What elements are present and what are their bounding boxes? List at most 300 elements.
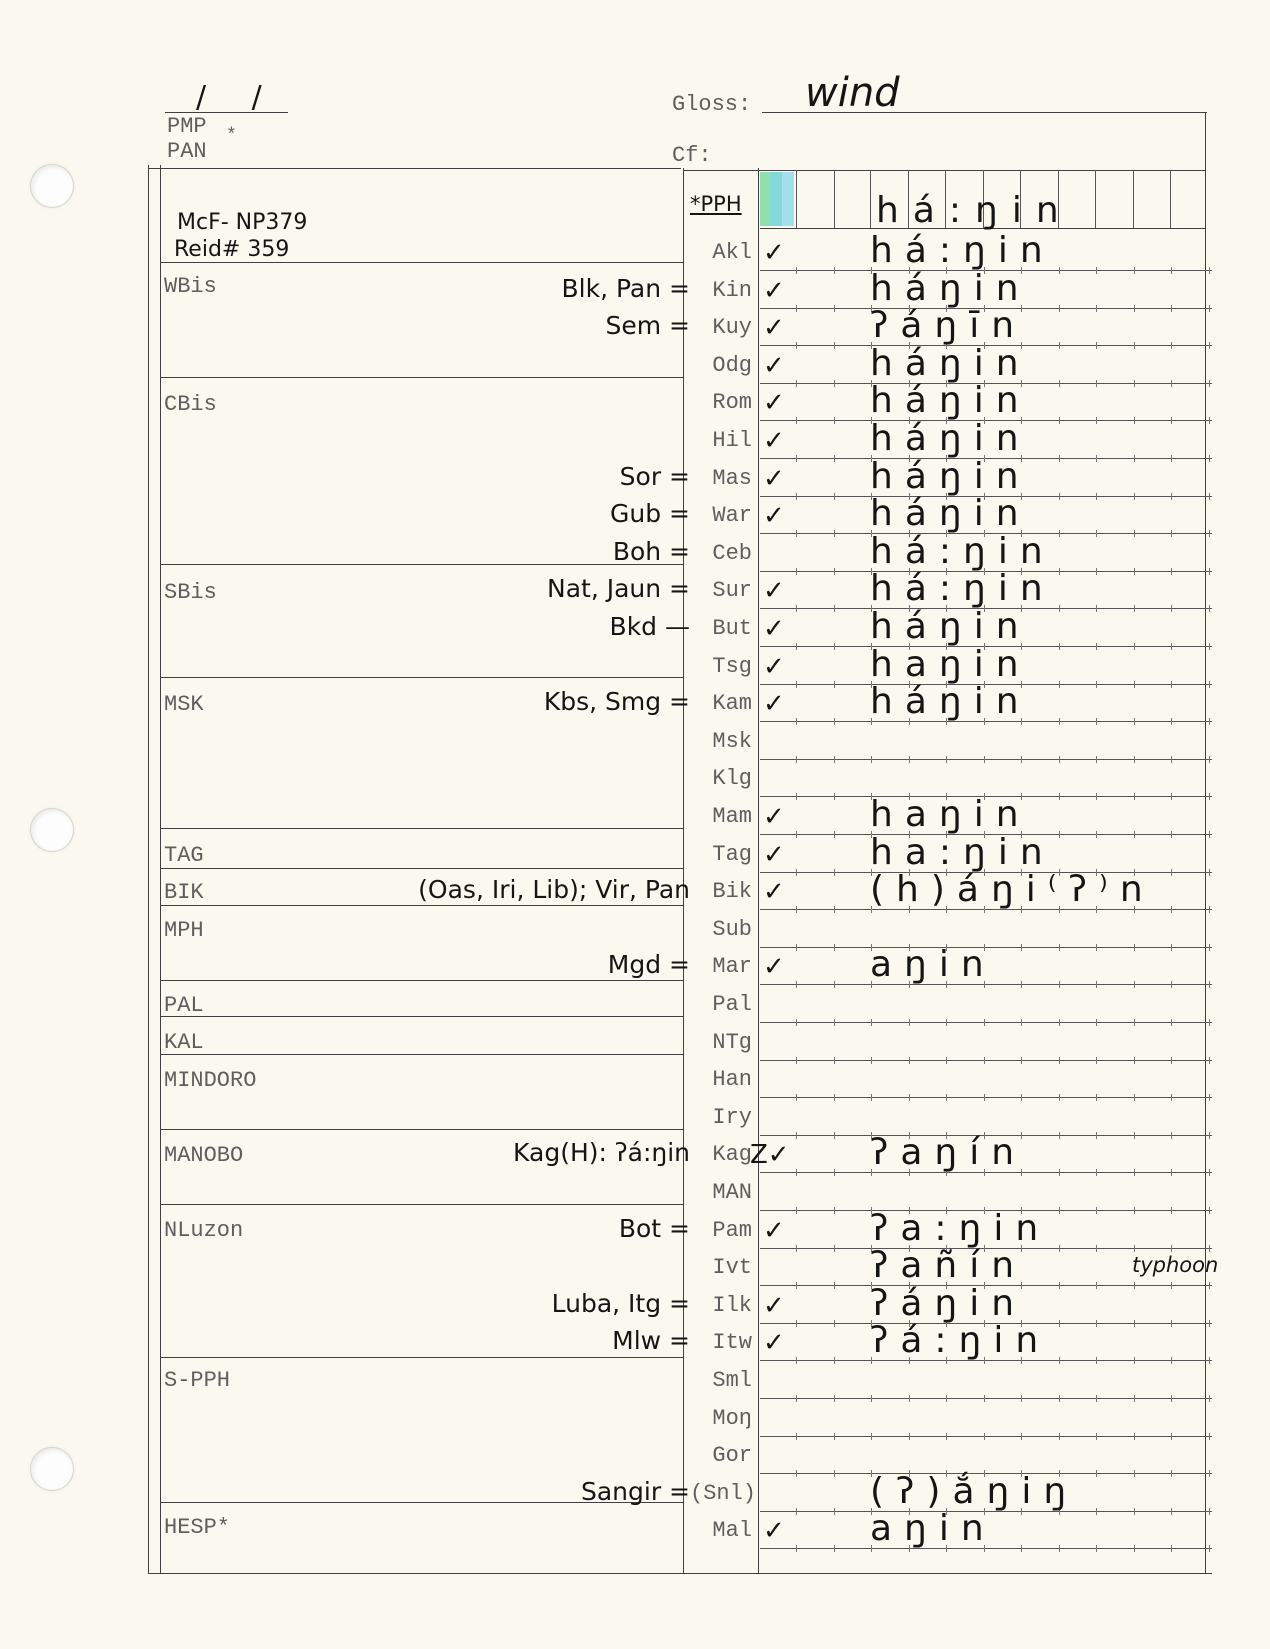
row-tick: [834, 267, 835, 274]
equivalent-note: Sangir =: [580, 1476, 690, 1506]
reconstructed-form: há:ŋin: [870, 530, 1055, 572]
row-tick: [1209, 1357, 1210, 1364]
row-tick: [834, 869, 835, 876]
row-tick: [1134, 981, 1135, 988]
frame-middle: [683, 168, 684, 1573]
row-tick: [796, 1470, 797, 1477]
row-tick: [1209, 342, 1210, 349]
section-divider: [160, 377, 683, 378]
row-tick: [1171, 1094, 1172, 1101]
check-mark: ✓: [763, 426, 785, 456]
row-tick: [834, 1320, 835, 1327]
row-tick: [796, 1094, 797, 1101]
check-mark: ✓: [763, 1215, 785, 1246]
row-tick: [871, 1057, 872, 1064]
row-tick: [796, 718, 797, 725]
row-tick: [1134, 643, 1135, 650]
row-tick: [871, 1019, 872, 1026]
row-tick: [834, 1132, 835, 1139]
row-tick: [1134, 1245, 1135, 1252]
row-tick: [1096, 1545, 1097, 1552]
row-tick: [1059, 793, 1060, 800]
row-tick: [1059, 1057, 1060, 1064]
row-tick: [1096, 1019, 1097, 1026]
row-tick: [1059, 455, 1060, 462]
row-tick: [1209, 1057, 1210, 1064]
row-tick: [834, 1282, 835, 1289]
cf-label: Cf:: [672, 143, 712, 168]
row-tick: [1209, 869, 1210, 876]
row-tick: [1096, 1169, 1097, 1176]
equivalent-note: Kag(H): ʔá:ŋin: [513, 1138, 690, 1168]
row-tick: [1134, 1094, 1135, 1101]
language-code: Pam: [712, 1217, 752, 1243]
language-code: Mam: [712, 804, 752, 829]
language-code: Ceb: [712, 540, 752, 566]
row-line: [760, 1022, 1212, 1023]
reconstructed-form: háŋin: [870, 681, 1031, 723]
row-tick: [1059, 944, 1060, 951]
row-tick: [1209, 1094, 1210, 1101]
reference-line-1: McF- NP379: [177, 210, 308, 235]
row-tick: [1021, 1019, 1022, 1026]
section-manobo: MANOBO: [164, 1143, 244, 1168]
language-code: Sur: [712, 578, 752, 604]
language-code: Sub: [712, 916, 752, 942]
row-tick: [1171, 1169, 1172, 1176]
row-tick: [984, 1395, 985, 1402]
section-mph: MPH: [164, 918, 204, 943]
row-tick: [946, 756, 947, 763]
check-mark: ✓: [763, 1516, 785, 1547]
header-slashes: / /: [196, 80, 280, 115]
language-code: Mal: [712, 1518, 752, 1544]
row-tick: [1021, 756, 1022, 763]
row-tick: [834, 681, 835, 688]
language-code: (Snl): [690, 1480, 757, 1506]
row-tick: [796, 1057, 797, 1064]
row-tick: [834, 1508, 835, 1515]
reconstructed-form: ʔáŋīn: [870, 305, 1027, 347]
row-tick: [1059, 1132, 1060, 1139]
reconstructed-form: ʔaŋín: [870, 1132, 1027, 1174]
row-tick: [1134, 1057, 1135, 1064]
row-tick: [1209, 756, 1210, 763]
row-tick: [1209, 1282, 1210, 1289]
section-divider: [160, 1016, 683, 1017]
row-tick: [984, 756, 985, 763]
check-mark: ✓: [763, 689, 785, 720]
row-tick: [1021, 1433, 1022, 1440]
language-code: Akl: [712, 240, 752, 265]
language-code: Tag: [712, 841, 752, 867]
section-mindoro: MINDORO: [164, 1068, 257, 1093]
row-tick: [1059, 1433, 1060, 1440]
reconstructed-form: aŋin: [870, 1508, 996, 1550]
check-mark: ✓: [763, 313, 785, 344]
row-tick: [1096, 1245, 1097, 1252]
grid-cell-line: [834, 170, 835, 228]
reconstructed-form: háŋin: [870, 455, 1031, 497]
row-tick: [1096, 493, 1097, 500]
reconstructed-form: háŋin: [870, 606, 1031, 647]
row-tick: [1171, 455, 1172, 462]
row-tick: [1134, 605, 1135, 612]
row-tick: [1209, 643, 1210, 650]
row-tick: [1059, 1207, 1060, 1214]
frame-top-right: [683, 170, 1205, 171]
row-tick: [1134, 1169, 1135, 1176]
row-tick: [1096, 1132, 1097, 1139]
row-tick: [1096, 380, 1097, 387]
reconstructed-form: háŋin: [870, 267, 1031, 309]
row-tick: [834, 831, 835, 838]
row-tick: [1171, 1282, 1172, 1289]
row-tick: [946, 1057, 947, 1064]
row-tick: [834, 1207, 835, 1214]
row-tick: [984, 1019, 985, 1026]
section-bik: BIK: [164, 880, 204, 905]
row-tick: [1209, 267, 1210, 274]
row-tick: [1134, 1545, 1135, 1552]
section-divider: [160, 1129, 683, 1130]
language-code: Msk: [712, 728, 752, 754]
language-code: Kuy: [712, 315, 752, 341]
gloss-note: typhoon: [1132, 1253, 1219, 1278]
row-tick: [946, 1094, 947, 1101]
row-tick: [1059, 267, 1060, 274]
language-code: Sml: [712, 1368, 752, 1393]
reconstructed-form: há:ŋin: [870, 568, 1055, 610]
frame-top: [148, 168, 681, 169]
row-tick: [909, 1057, 910, 1064]
section-hesp: HESP*: [164, 1515, 231, 1540]
row-tick: [1096, 1094, 1097, 1101]
section-kal: KAL: [164, 1030, 204, 1055]
row-tick: [946, 1395, 947, 1402]
language-code: Kin: [712, 277, 752, 303]
row-tick: [1096, 342, 1097, 349]
row-tick: [1096, 1320, 1097, 1327]
row-tick: [1171, 831, 1172, 838]
header-underline: [165, 112, 288, 113]
check-mark: ✓: [763, 952, 785, 983]
punch-hole: [30, 164, 74, 208]
row-tick: [1171, 305, 1172, 312]
row-tick: [1171, 681, 1172, 688]
row-tick: [1096, 1395, 1097, 1402]
row-tick: [1021, 1545, 1022, 1552]
row-tick: [1134, 380, 1135, 387]
row-tick: [796, 380, 797, 387]
row-tick: [1134, 1470, 1135, 1477]
row-tick: [1171, 1245, 1172, 1252]
row-tick: [1096, 530, 1097, 537]
row-tick: [1209, 1395, 1210, 1402]
row-tick: [1209, 1320, 1210, 1327]
language-code: Pal: [712, 992, 752, 1017]
language-code: War: [712, 503, 752, 529]
row-tick: [1171, 568, 1172, 575]
row-tick: [834, 1169, 835, 1176]
row-tick: [834, 1245, 835, 1252]
row-tick: [1059, 1169, 1060, 1176]
row-tick: [1209, 681, 1210, 688]
reconstructed-form: ha:ŋin: [870, 831, 1055, 873]
row-tick: [1096, 1057, 1097, 1064]
row-tick: [1171, 906, 1172, 913]
reconstructed-form: ʔáŋin: [870, 1282, 1027, 1324]
row-tick: [1059, 1282, 1060, 1289]
row-tick: [796, 869, 797, 876]
row-tick: [1209, 530, 1210, 537]
section-s-pph: S-PPH: [164, 1368, 231, 1393]
section-wbis: WBis: [164, 274, 217, 299]
grid-cell-line: [796, 170, 797, 228]
pmp-label: PMP: [167, 114, 207, 139]
row-tick: [1171, 342, 1172, 349]
row-tick: [1059, 643, 1060, 650]
row-tick: [834, 1357, 835, 1364]
row-tick: [1059, 718, 1060, 725]
row-tick: [1171, 1470, 1172, 1477]
row-tick: [1134, 455, 1135, 462]
section-divider: [160, 262, 683, 263]
check-mark: ✓: [763, 839, 785, 870]
row-tick: [1134, 417, 1135, 424]
row-tick: [1209, 417, 1210, 424]
row-tick: [1209, 455, 1210, 462]
row-tick: [796, 906, 797, 913]
row-tick: [909, 1433, 910, 1440]
row-line: [760, 1097, 1212, 1098]
row-tick: [796, 1019, 797, 1026]
reconstructed-form: ʔa:ŋin: [870, 1207, 1051, 1249]
section-tag: TAG: [164, 843, 204, 868]
check-mark: ✓: [763, 350, 785, 381]
row-tick: [909, 1395, 910, 1402]
row-tick: [1096, 1282, 1097, 1289]
row-tick: [1209, 831, 1210, 838]
section-nluzon: NLuzon: [164, 1218, 244, 1243]
row-tick: [834, 380, 835, 387]
row-tick: [1209, 493, 1210, 500]
row-tick: [796, 568, 797, 575]
row-tick: [834, 530, 835, 537]
row-tick: [1096, 1470, 1097, 1477]
equivalent-note: Bkd —: [609, 612, 690, 641]
pan-label: PAN: [167, 139, 207, 164]
row-tick: [796, 1545, 797, 1552]
row-tick: [796, 530, 797, 537]
equivalent-note: Nat, Jaun =: [547, 574, 690, 604]
row-tick: [909, 1019, 910, 1026]
row-tick: [834, 981, 835, 988]
language-code: Kam: [712, 691, 752, 717]
equivalent-note: Luba, Itg =: [551, 1288, 690, 1318]
row-tick: [796, 1395, 797, 1402]
row-tick: [1021, 981, 1022, 988]
row-tick: [1059, 1545, 1060, 1552]
row-tick: [796, 831, 797, 838]
row-tick: [1209, 1245, 1210, 1252]
language-code: Tsg: [712, 653, 752, 679]
row-tick: [1171, 1207, 1172, 1214]
reconstructed-form: (h)áŋi⁽ʔ⁾n: [870, 869, 1155, 911]
row-line: [760, 1060, 1212, 1061]
row-tick: [834, 1094, 835, 1101]
row-tick: [1209, 1207, 1210, 1214]
row-tick: [1096, 417, 1097, 424]
section-divider: [160, 1204, 683, 1205]
check-mark: ✓: [763, 1328, 785, 1359]
row-tick: [1059, 756, 1060, 763]
check-mark: ✓: [763, 388, 785, 419]
gloss-value: wind: [805, 70, 900, 116]
check-mark: Z✓: [750, 1140, 790, 1171]
equivalent-note: Blk, Pan =: [561, 273, 690, 303]
row-tick: [1096, 681, 1097, 688]
row-tick: [1059, 417, 1060, 424]
row-tick: [1096, 1433, 1097, 1440]
grid-cell-line: [1095, 170, 1096, 228]
row-tick: [796, 793, 797, 800]
row-tick: [1096, 1508, 1097, 1515]
row-tick: [1059, 380, 1060, 387]
row-tick: [1021, 1057, 1022, 1064]
check-mark: ✓: [763, 463, 785, 494]
equivalent-note: Boh =: [612, 536, 690, 566]
row-line: [760, 1436, 1212, 1437]
section-msk: MSK: [164, 692, 204, 717]
section-cbis: CBis: [164, 392, 217, 417]
row-tick: [1096, 944, 1097, 951]
language-code: Kag: [712, 1142, 752, 1168]
row-tick: [834, 1545, 835, 1552]
row-tick: [1209, 1132, 1210, 1139]
row-tick: [1134, 342, 1135, 349]
row-tick: [1059, 681, 1060, 688]
row-tick: [1134, 681, 1135, 688]
equivalent-note: Mgd =: [607, 950, 690, 980]
row-tick: [834, 493, 835, 500]
section-divider: [160, 980, 683, 981]
language-code: Itw: [712, 1330, 752, 1356]
row-tick: [834, 417, 835, 424]
equivalent-note: Gub =: [610, 499, 690, 529]
row-tick: [1059, 342, 1060, 349]
row-tick: [1096, 981, 1097, 988]
row-tick: [796, 305, 797, 312]
equivalent-note: Kbs, Smg =: [543, 687, 690, 717]
row-tick: [1059, 568, 1060, 575]
row-line: [760, 1398, 1212, 1399]
row-tick: [796, 493, 797, 500]
language-code: Odg: [712, 352, 752, 378]
row-tick: [1059, 1245, 1060, 1252]
row-tick: [834, 643, 835, 650]
grid-cell-line: [1170, 170, 1171, 228]
row-tick: [834, 568, 835, 575]
row-tick: [796, 756, 797, 763]
row-tick: [834, 1470, 835, 1477]
equivalent-note: (Oas, Iri, Lib); Vir, Pan: [418, 875, 690, 905]
row-tick: [1096, 267, 1097, 274]
language-code: Gor: [712, 1443, 752, 1469]
row-tick: [834, 305, 835, 312]
reconstructed-form: haŋin: [870, 643, 1031, 685]
row-tick: [1171, 380, 1172, 387]
row-tick: [984, 1094, 985, 1101]
row-tick: [1171, 1320, 1172, 1327]
pph-label: *PPH: [690, 192, 742, 216]
row-tick: [1171, 981, 1172, 988]
row-tick: [1171, 1057, 1172, 1064]
reconstructed-form: há:ŋin: [870, 230, 1055, 271]
row-tick: [1171, 756, 1172, 763]
row-tick: [1059, 831, 1060, 838]
reconstructed-form: háŋin: [870, 380, 1031, 422]
row-tick: [1134, 1282, 1135, 1289]
row-tick: [1096, 455, 1097, 462]
row-tick: [1021, 944, 1022, 951]
row-tick: [834, 1395, 835, 1402]
row-tick: [1096, 756, 1097, 763]
row-tick: [871, 1433, 872, 1440]
row-tick: [1209, 305, 1210, 312]
check-mark: ✓: [763, 614, 785, 644]
equivalent-note: Sor =: [619, 461, 690, 491]
row-tick: [796, 1132, 797, 1139]
row-tick: [1021, 1094, 1022, 1101]
frame-left-outer: [148, 165, 149, 1573]
row-tick: [946, 1019, 947, 1026]
row-tick: [1209, 605, 1210, 612]
row-tick: [1134, 756, 1135, 763]
row-tick: [1209, 380, 1210, 387]
equivalent-note: Mlw =: [612, 1326, 690, 1356]
row-tick: [1134, 1019, 1135, 1026]
reconstructed-form: ʔá:ŋin: [870, 1320, 1051, 1362]
language-code: Rom: [712, 390, 752, 416]
row-tick: [1096, 1207, 1097, 1214]
row-tick: [1134, 793, 1135, 800]
row-tick: [796, 681, 797, 688]
row-tick: [1134, 831, 1135, 838]
check-mark: ✓: [763, 1290, 785, 1321]
language-code: Mar: [712, 954, 752, 980]
row-tick: [1171, 1433, 1172, 1440]
row-tick: [1096, 605, 1097, 612]
section-pal: PAL: [164, 993, 204, 1018]
section-divider: [160, 564, 683, 565]
language-code: Moŋ: [712, 1405, 752, 1431]
row-tick: [796, 1508, 797, 1515]
row-tick: [909, 756, 910, 763]
frame-bottom: [148, 1573, 1212, 1574]
row-tick: [1171, 417, 1172, 424]
row-tick: [1209, 1433, 1210, 1440]
row-tick: [1134, 1207, 1135, 1214]
reconstructed-form: háŋin: [870, 342, 1031, 384]
row-tick: [1171, 605, 1172, 612]
row-tick: [1059, 493, 1060, 500]
row-tick: [1134, 1357, 1135, 1364]
language-code: Mas: [712, 465, 752, 491]
row-tick: [1059, 305, 1060, 312]
frame-lang-col: [758, 168, 759, 1573]
reconstructed-form: haŋin: [870, 794, 1031, 835]
